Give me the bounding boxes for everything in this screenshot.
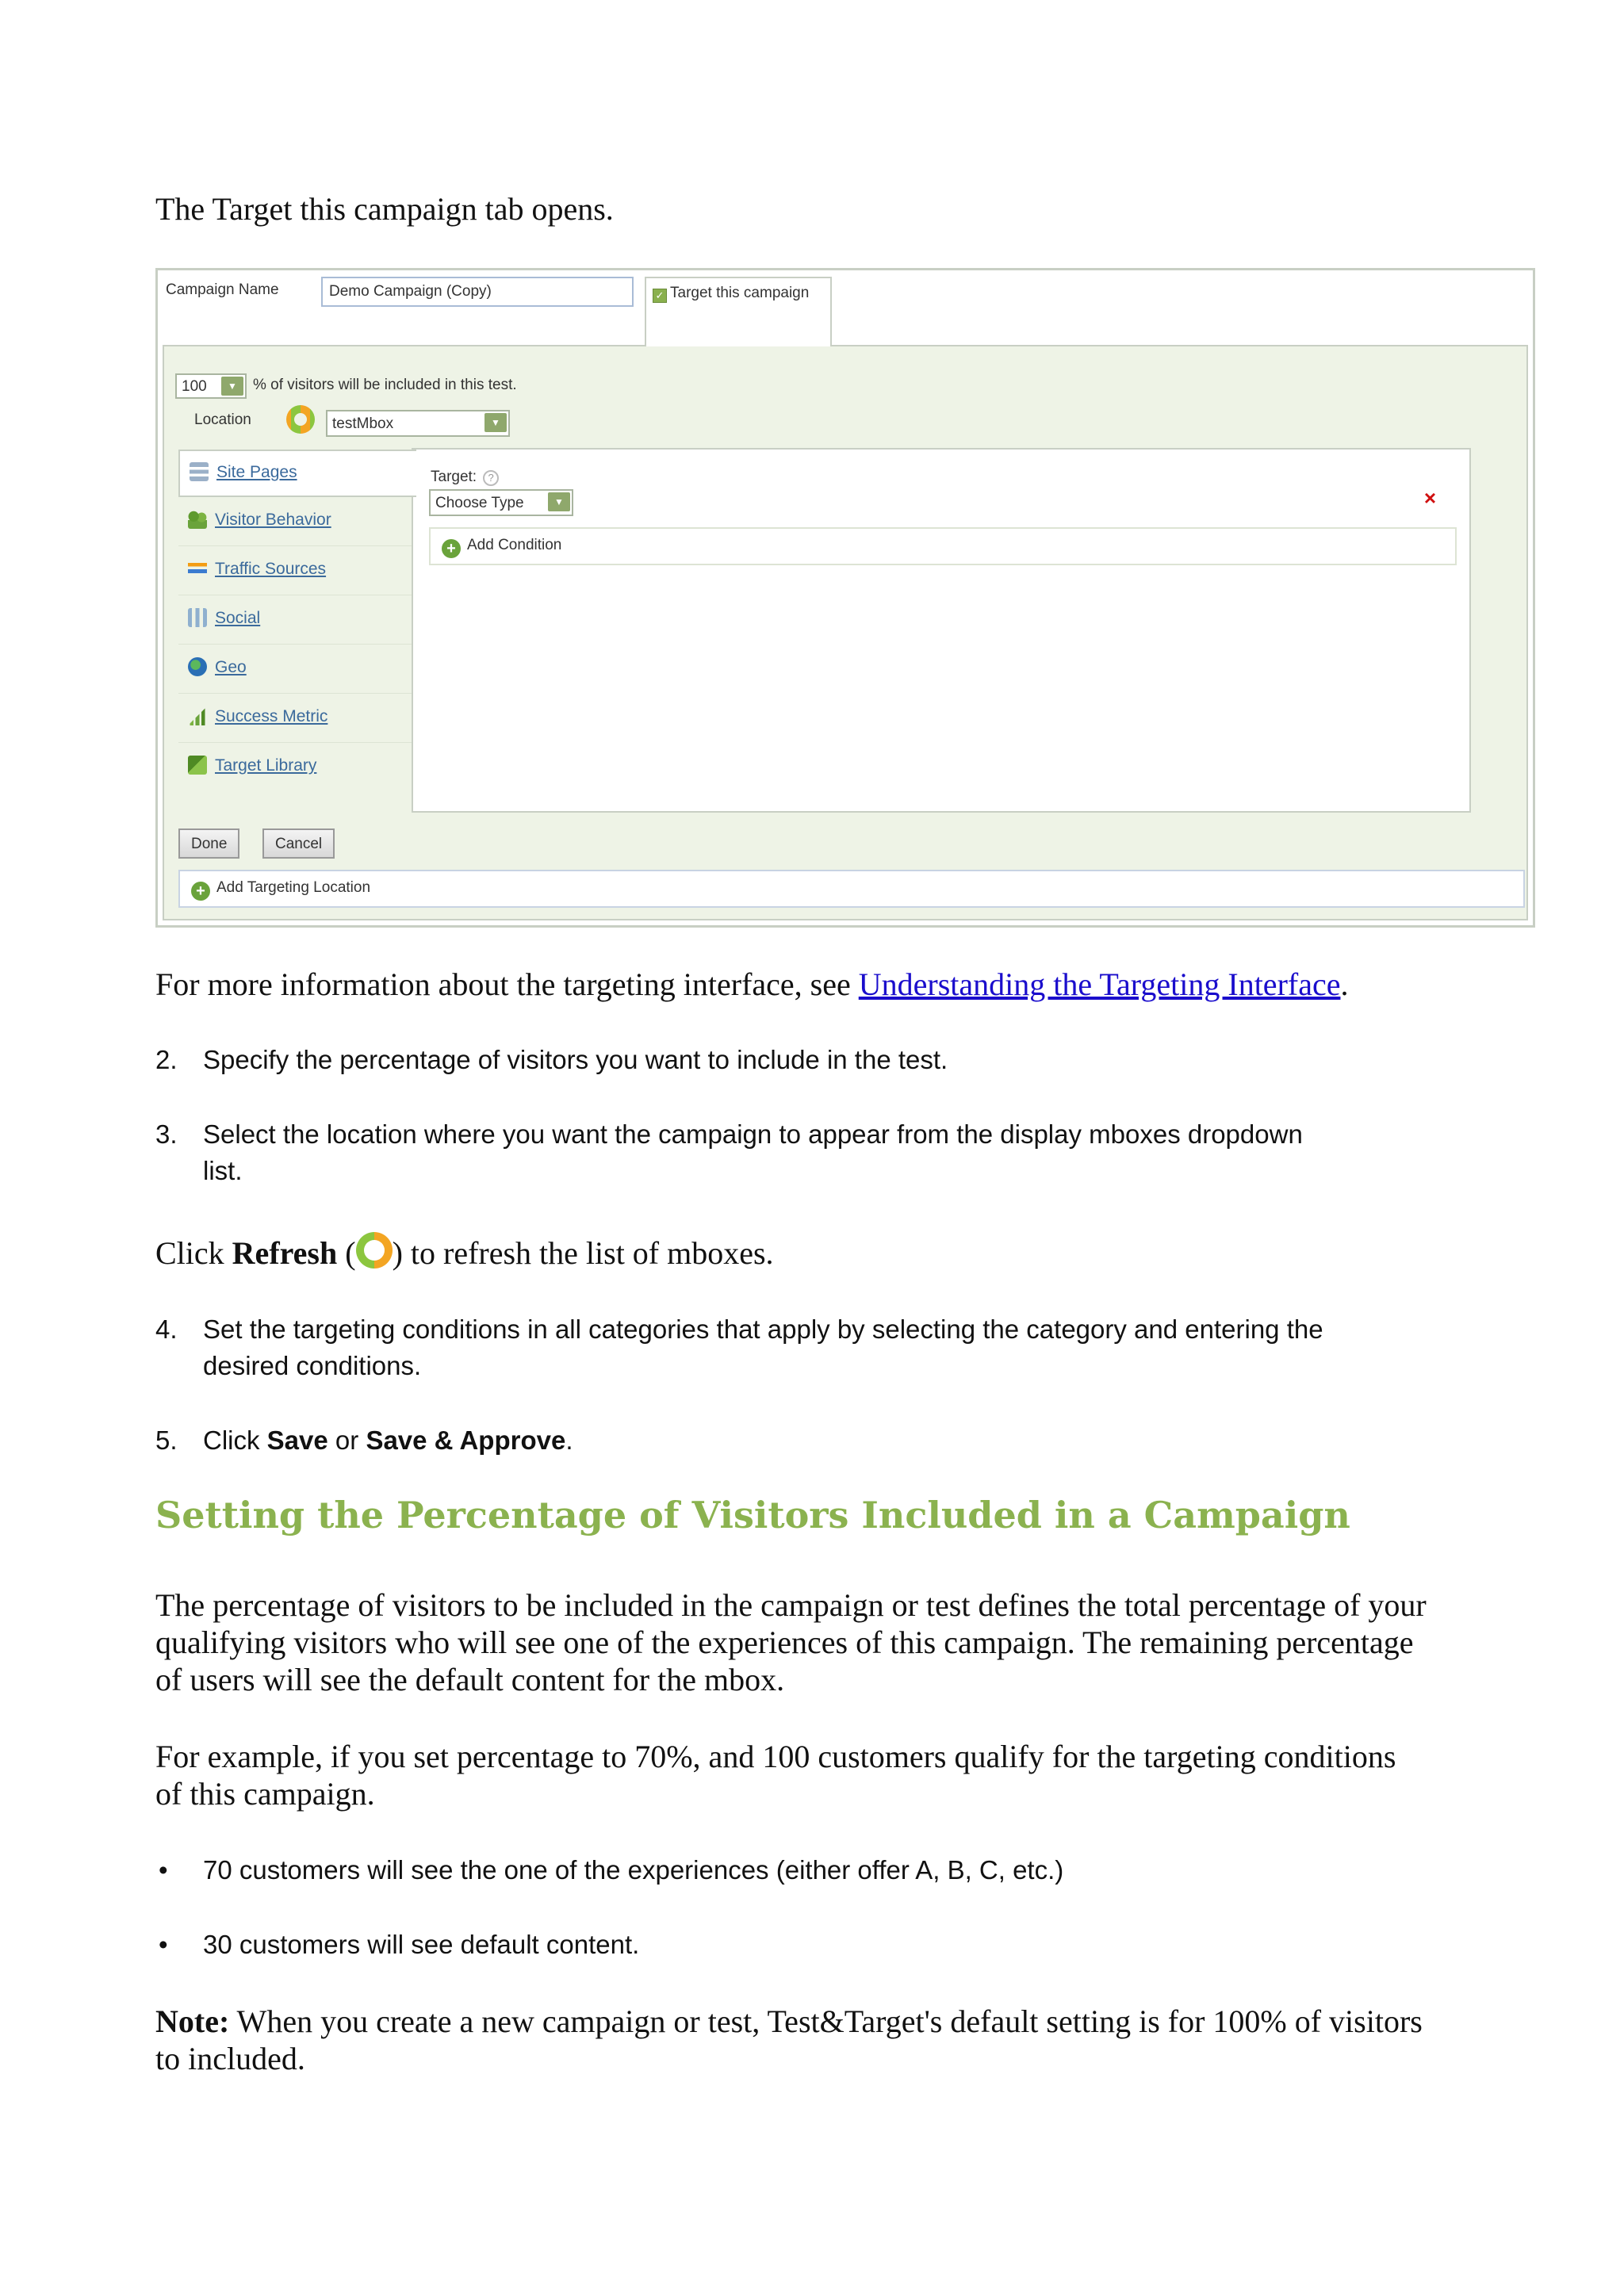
type-select[interactable] [429, 489, 573, 516]
location-label: Location [194, 411, 251, 428]
note-paragraph: Note: When you create a new campaign or test, Test&Target's default setting is for 100% of visitors to included. [155, 2003, 1423, 2076]
percentage-paragraph: The percentage of visitors to be included in the campaign or test defines the total percentage of your qualifying visitors who will see one of the experiences of this campaign. The remaining percentage of users will see the default content for the mbox. [155, 1587, 1427, 1697]
chevron-down-icon: ▼ [485, 413, 507, 432]
visitor-behavior-icon [188, 510, 207, 529]
more-info-text: For more information about the targeting interface, see [155, 966, 859, 1002]
target-library-icon [188, 756, 207, 775]
category-label: Site Pages [216, 463, 297, 481]
category-label: Social [215, 609, 261, 627]
refresh-icon [356, 1232, 393, 1269]
add-location-label: Add Targeting Location [216, 879, 371, 896]
location-select[interactable] [326, 410, 510, 437]
add-targeting-location-button[interactable] [178, 870, 1525, 908]
percent-value: 100 [182, 378, 207, 395]
plus-icon: + [191, 882, 210, 901]
category-geo[interactable] [178, 646, 416, 694]
list-item [155, 1116, 1472, 1189]
social-icon [188, 608, 207, 627]
step-number: 3. [155, 1119, 178, 1149]
bullet-text: 30 customers will see default content. [203, 1930, 640, 1959]
chevron-down-icon: ▼ [548, 492, 570, 511]
cancel-button[interactable]: Cancel [262, 828, 335, 859]
list-item [155, 1042, 1472, 1078]
targeting-screenshot [155, 268, 1535, 928]
targeting-interface-link[interactable]: Understanding the Targeting Interface [858, 966, 1341, 1002]
category-label: Target Library [215, 756, 317, 775]
plus-icon: + [442, 539, 461, 558]
site-pages-icon [190, 462, 209, 481]
note-label: Note: [155, 2003, 230, 2039]
remove-icon[interactable]: × [1423, 486, 1436, 510]
step-text: Specify the percentage of visitors you want to include in the test. [203, 1045, 948, 1074]
help-icon[interactable]: ? [483, 470, 499, 486]
category-social[interactable] [178, 597, 416, 645]
conditions-panel [412, 448, 1471, 813]
campaign-name-label: Campaign Name [166, 281, 279, 298]
geo-icon [188, 657, 207, 676]
list-item [159, 1852, 1472, 1888]
success-metric-icon [188, 706, 207, 725]
save-bold: Save [266, 1425, 328, 1455]
category-visitor-behavior[interactable] [178, 499, 416, 546]
category-traffic-sources[interactable] [178, 548, 416, 595]
check-icon: ✓ [653, 289, 667, 303]
step-number: 5. [155, 1425, 178, 1455]
list-item [159, 1927, 1472, 1963]
traffic-sources-icon [188, 559, 207, 578]
percent-select[interactable] [175, 373, 247, 399]
bullet: • [159, 1855, 168, 1885]
category-label: Success Metric [215, 707, 328, 725]
refresh-bold: Refresh [232, 1235, 338, 1271]
more-info-paragraph [155, 966, 1488, 1003]
category-label: Visitor Behavior [215, 511, 331, 529]
bullet: • [159, 1930, 168, 1959]
targeting-panel [163, 345, 1528, 920]
location-value: testMbox [332, 415, 394, 432]
step-text: list. [203, 1156, 243, 1185]
step-number: 4. [155, 1314, 178, 1344]
save-approve-bold: Save & Approve [366, 1425, 566, 1455]
list-item: 5. Click Save or Save & Approve. [203, 1422, 1472, 1459]
tab-label: Target this campaign [670, 285, 810, 301]
step-text: Set the targeting conditions in all categories that apply by selecting the category and entering the [203, 1314, 1323, 1344]
add-condition-button[interactable] [429, 527, 1457, 565]
campaign-name-input[interactable]: Demo Campaign (Copy) [321, 277, 634, 307]
refresh-icon[interactable] [286, 405, 315, 434]
refresh-paragraph: Click Refresh ( ) to refresh the list of mboxes. [155, 1232, 1488, 1272]
category-label: Traffic Sources [215, 560, 327, 578]
list-item [155, 1311, 1472, 1384]
section-heading: Setting the Percentage of Visitors Included in a Campaign [155, 1494, 1350, 1536]
category-label: Geo [215, 658, 247, 676]
step-number: 2. [155, 1045, 178, 1074]
category-site-pages[interactable] [178, 450, 416, 497]
intro-paragraph: The Target this campaign tab opens. [155, 191, 614, 227]
tab-target-this-campaign[interactable] [645, 277, 832, 346]
add-condition-label: Add Condition [467, 537, 562, 553]
step-text: desired conditions. [203, 1351, 422, 1380]
category-sidebar [178, 450, 416, 814]
chevron-down-icon: ▼ [221, 377, 243, 396]
more-info-suffix: . [1340, 966, 1349, 1002]
example-paragraph: For example, if you set percentage to 70%, and 100 customers qualify for the targeting conditions of this campaign. [155, 1739, 1396, 1812]
target-label: Target: ? [431, 469, 499, 486]
type-value: Choose Type [435, 495, 524, 511]
percent-text: % of visitors will be included in this test. [253, 377, 517, 393]
done-button[interactable]: Done [178, 828, 239, 859]
step-text: Select the location where you want the campaign to appear from the display mboxes dropdown [203, 1119, 1303, 1149]
bullet-text: 70 customers will see the one of the experiences (either offer A, B, C, etc.) [203, 1855, 1064, 1885]
category-success-metric[interactable] [178, 695, 416, 743]
category-target-library[interactable] [178, 744, 416, 792]
